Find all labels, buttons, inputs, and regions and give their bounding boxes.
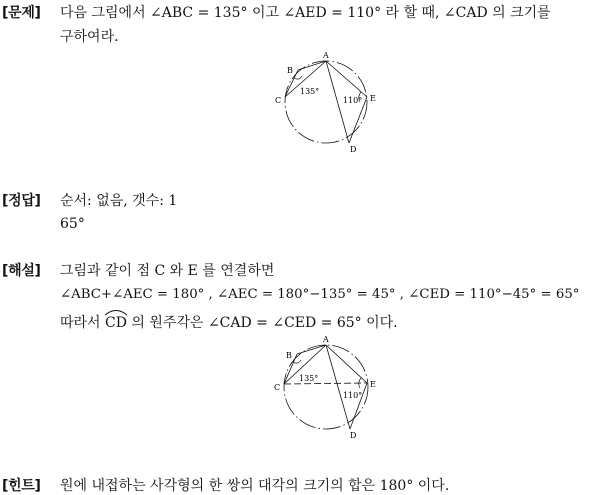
figure-1-inscribed-circle (266, 48, 386, 156)
fig2-angle-e: 110° (343, 391, 363, 400)
fig2-angle-b: 135° (299, 374, 319, 383)
explanation-text-line1: 그림과 같이 점 C 와 E 를 연결하면 (60, 263, 275, 279)
fig1-label-d: D (350, 145, 357, 154)
explanation-text-line3 (60, 312, 398, 332)
figure-2-inscribed-circle (266, 332, 386, 442)
arc-cd-label: CD (105, 315, 127, 331)
answer-tag: [정답] (2, 193, 41, 209)
fig1-label-a: A (323, 51, 329, 60)
fig2-label-e: E (370, 380, 376, 389)
fig1-label-c: C (275, 96, 282, 105)
fig2-label-a: A (323, 335, 329, 344)
fig1-label-e: E (370, 94, 376, 103)
explanation-line3-prefix: 따라서 (60, 315, 106, 331)
fig1-angle-e: 110° (343, 96, 363, 105)
arc-cd (105, 315, 127, 331)
problem-tag: [문제] (2, 5, 41, 21)
explanation-tag: [해설] (2, 263, 41, 279)
fig2-label-d: D (350, 431, 357, 440)
hint-tag: [힌트] (2, 478, 41, 494)
explanation-line3-suffix: 의 원주각은 ∠CAD = ∠CED = 65° 이다. (126, 315, 398, 331)
arc-mark-icon (104, 308, 128, 316)
fig2-label-c: C (274, 383, 281, 392)
problem-text-line2: 구하여라. (60, 29, 119, 45)
answer-text-line1: 순서: 없음, 갯수: 1 (60, 193, 178, 209)
fig1-label-b: B (287, 66, 293, 75)
fig2-label-b: B (286, 351, 292, 360)
problem-text-line1: 다음 그림에서 ∠ABC = 135° 이고 ∠AED = 110° 라 할 때, ∠CAD 의 크기를 (60, 5, 551, 21)
fig1-angle-b: 135° (300, 87, 320, 96)
explanation-text-line2: ∠ABC+∠AEC = 180° , ∠AEC = 180°−135° = 45° , ∠CED = 110°−45° = 65° (60, 287, 580, 302)
hint-text-line1: 원에 내접하는 사각형의 한 쌍의 대각의 크기의 합은 180° 이다. (60, 478, 450, 494)
answer-text-line2: 65° (60, 216, 85, 232)
